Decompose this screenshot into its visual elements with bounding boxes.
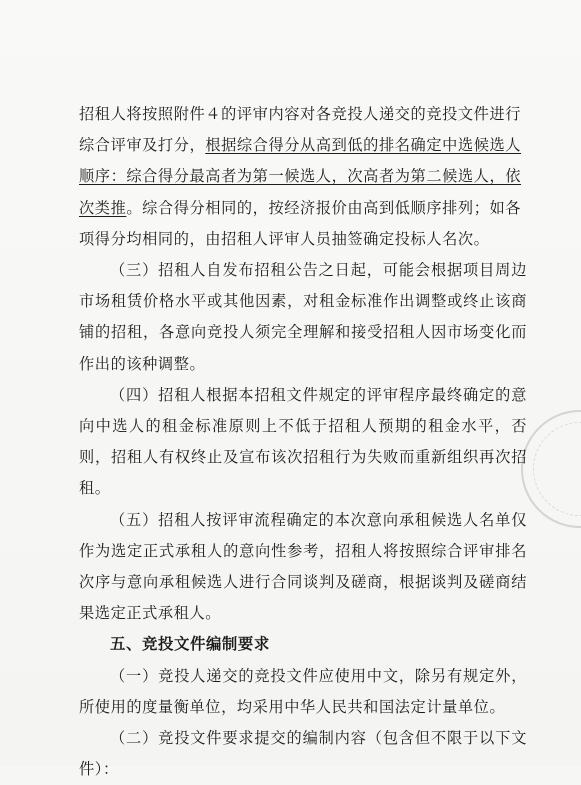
paragraph-5: （五）招租人按评审流程确定的本次意向承租候选人名单仅作为选定正式承租人的意向性参考，招租人将按照综合评审排名次序与意向承租候选人进行合同谈判及磋商，根据谈判及磋商结果选定正式承租人。: [79, 510, 527, 623]
text-line: 项得分均相同的，由招租人评审人员抽签确定投标人名次。: [79, 229, 490, 248]
paragraph-section-1: （一）竞投人递交的竞投文件应使用中文，除另有规定外，所使用的度量衡单位，均采用中华人民共和国法定计量单位。: [79, 666, 527, 716]
underlined-text: 次类推: [79, 198, 127, 217]
text-line: 。综合得分相同的，按经济报价由高到低顺序排列；如各: [126, 198, 522, 217]
paragraph-evaluation: [79, 99, 527, 255]
section-heading: 五、竞投文件编制要求: [110, 635, 270, 654]
paragraph-4: （四）招租人根据本招租文件规定的评审程序最终确定的意向中选人的租金标准原则上不低于招租人预期的租金水平，否则，招租人有权终止及宣布该次招租行为失败而重新组织再次招租。: [79, 385, 527, 498]
underlined-text: 根据综合得分从高到低的排名确定中选候选人: [205, 136, 522, 155]
paragraph-3: （三）招租人自发布招租公告之日起，可能会根据项目周边市场租赁价格水平或其他因素，对租金标准作出调整或终止该商铺的招租，各意向竞投人须完全理解和接受招租人因市场变化而作出的该种调整。: [79, 261, 527, 373]
text-line: 综合评审及打分，: [79, 136, 206, 155]
paragraph-section-2: （二）竞投文件要求提交的编制内容（包含但不限于以下文件）：: [79, 729, 527, 779]
underlined-text: 顺序：综合得分最高者为第一候选人，次高者为第二候选人，依: [79, 167, 522, 186]
document-body: [79, 99, 527, 785]
text-line: 招租人将按照附件４的评审内容对各竞投人递交的竞投文件进行: [79, 105, 522, 123]
